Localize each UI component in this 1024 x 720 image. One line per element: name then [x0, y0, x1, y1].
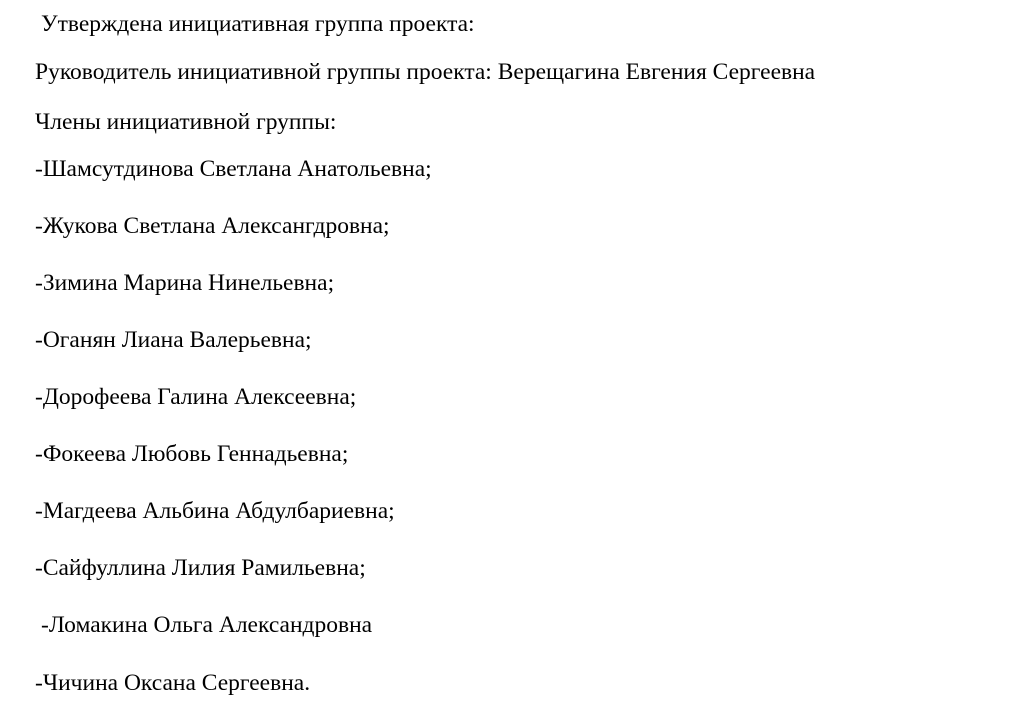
member-item: -Ломакина Ольга Александровна — [41, 612, 373, 638]
member-item: -Фокеева Любовь Геннадьевна; — [35, 441, 349, 467]
members-heading: Члены инициативной группы: — [35, 109, 337, 135]
member-item: -Зимина Марина Нинельевна; — [35, 270, 335, 296]
member-item: -Шамсутдинова Светлана Анатольевна; — [35, 156, 432, 182]
approved-line: Утверждена инициативная группа проекта: — [41, 11, 475, 37]
member-item: -Дорофеева Галина Алексеевна; — [35, 384, 357, 410]
member-item: -Жукова Светлана Алексангдровна; — [35, 213, 390, 239]
leader-line: Руководитель инициативной группы проекта: Верещагина Евгения Сергеевна — [35, 59, 816, 85]
member-item: -Сайфуллина Лилия Рамильевна; — [35, 555, 366, 581]
member-item: -Магдеева Альбина Абдулбариевна; — [35, 498, 395, 524]
member-item: -Чичина Оксана Сергеевна. — [35, 670, 311, 696]
member-item: -Оганян Лиана Валерьевна; — [35, 327, 312, 353]
